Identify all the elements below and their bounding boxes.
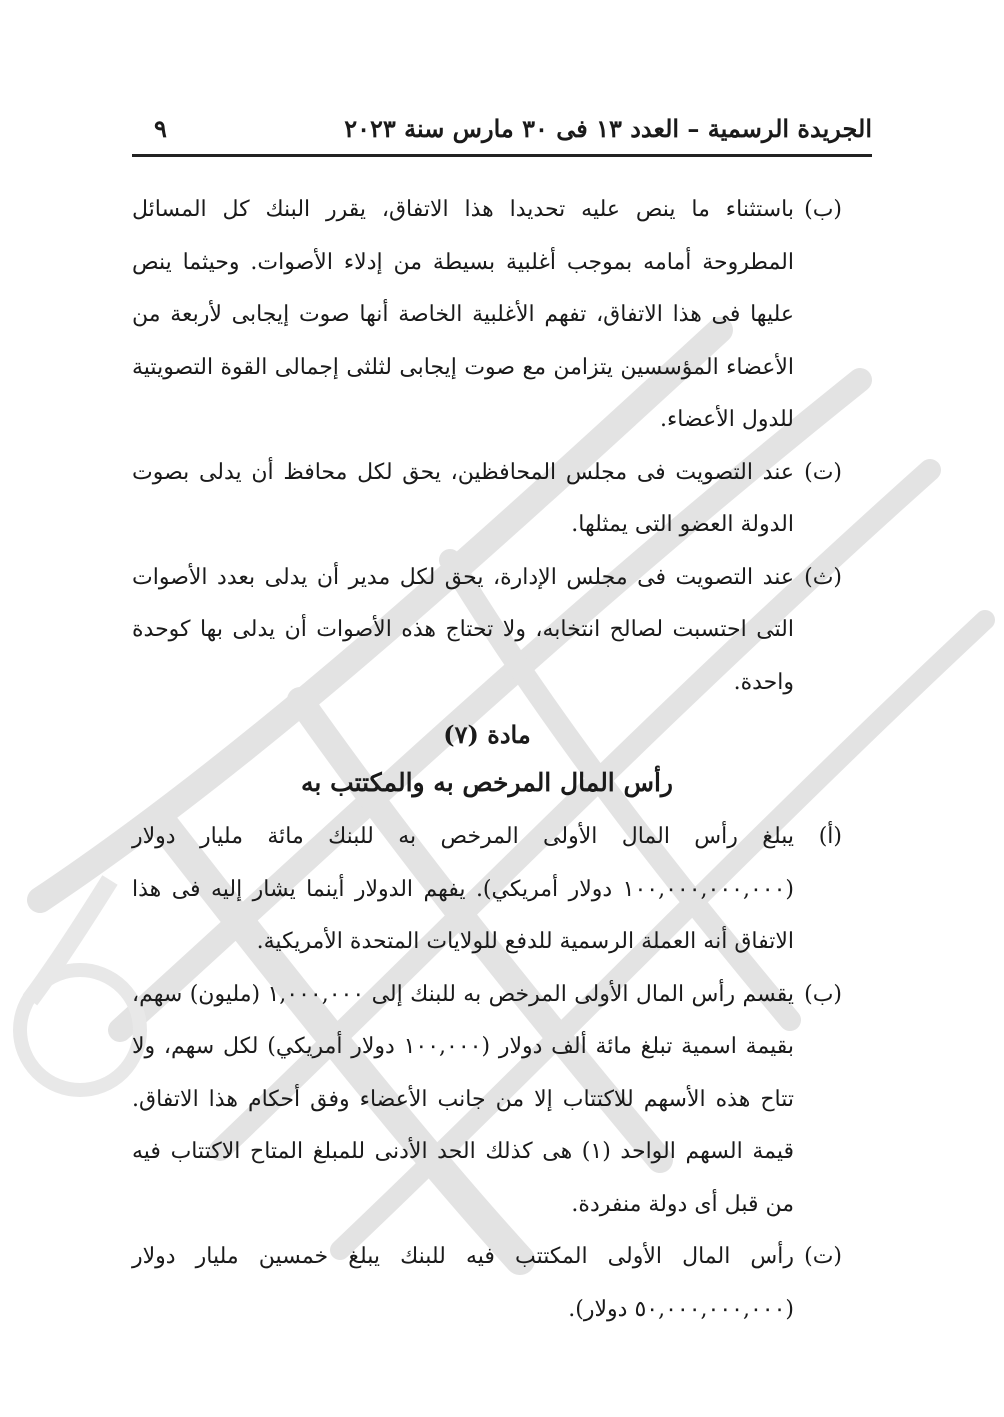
paragraph-t-subscribed-capital xyxy=(132,1231,842,1336)
document-body xyxy=(132,184,842,1336)
paragraph-text: عند التصويت فى مجلس المحافظين، يحق لكل محافظ أن يدلى بصوت الدولة العضو التى يمثلها. xyxy=(132,459,794,537)
page-number: ٩ xyxy=(154,114,167,143)
paragraph-marker: (ت) xyxy=(804,459,842,485)
paragraph-b-shares xyxy=(132,969,842,1232)
article-heading: رأس المال المرخص به والمكتتب به xyxy=(301,768,673,797)
paragraph-text: عند التصويت فى مجلس الإدارة، يحق لكل مدير أن يدلى بعدد الأصوات التى احتسبت لصالح انتخابه، ولا تحتاج هذه الأصوات أن يدلى بها كوحدة واحدة. xyxy=(132,564,795,695)
paragraph-marker: (ث) xyxy=(804,564,842,590)
paragraph-text: رأس المال الأولى المكتتب فيه للبنك يبلغ خمسين مليار دولار (٥٠,٠٠٠,٠٠٠,٠٠٠ دولار). xyxy=(132,1244,794,1322)
paragraph-marker: (ب) xyxy=(804,981,842,1007)
paragraph-a-authorized-capital xyxy=(132,811,842,969)
paragraph-marker: (ت) xyxy=(804,1244,842,1269)
gazette-title: الجريدة الرسمية – العدد ١٣ فى ٣٠ مارس سنة ٢٠٢٣ xyxy=(344,114,872,143)
paragraph-b-voting xyxy=(132,184,842,447)
paragraph-text: يبلغ رأس المال الأولى المرخص به للبنك مائة مليار دولار (١٠٠,٠٠٠,٠٠٠,٠٠٠ دولار أمريكي). يفهم الدولار أينما يشار إليه فى هذا الاتفاق أنه العملة الرسمية للدفع للولايات المتحدة الأمريكية. xyxy=(132,824,794,954)
paragraph-marker: (أ) xyxy=(818,824,842,849)
paragraph-marker: (ب) xyxy=(804,197,842,222)
paragraph-t-governors xyxy=(132,447,842,552)
paragraph-th-directors xyxy=(132,552,842,710)
header-divider xyxy=(132,154,872,157)
article-title: مادة (٧) xyxy=(443,720,531,749)
paragraph-text: باستثناء ما ينص عليه تحديدا هذا الاتفاق، يقرر البنك كل المسائل المطروحة أمامه بموجب أغلبية بسيطة من إدلاء الأصوات. وحيثما ينص عليها فى هذا الاتفاق، تفهم الأغلبية الخاصة أنها صوت إيجابى لأربعة من الأعضاء المؤسسين يتزامن مع صوت إيجابى لثلثى إجمالى القوة التصويتية للدول الأعضاء. xyxy=(132,197,794,432)
paragraph-text: يقسم رأس المال الأولى المرخص به للبنك إلى ١,٠٠٠,٠٠٠ (مليون) سهم، بقيمة اسمية تبلغ مائة ألف دولار (١٠٠,٠٠٠ دولار أمريكي) لكل سهم، ولا تتاح هذه الأسهم للاكتتاب إلا من جانب الأعضاء وفق أحكام هذا الاتفاق. قيمة السهم الواحد (١) هى كذلك الحد الأدنى للمبلغ المتاح الاكتتاب فيه من قبل أى دولة منفردة. xyxy=(132,981,795,1217)
page-header xyxy=(132,110,872,150)
